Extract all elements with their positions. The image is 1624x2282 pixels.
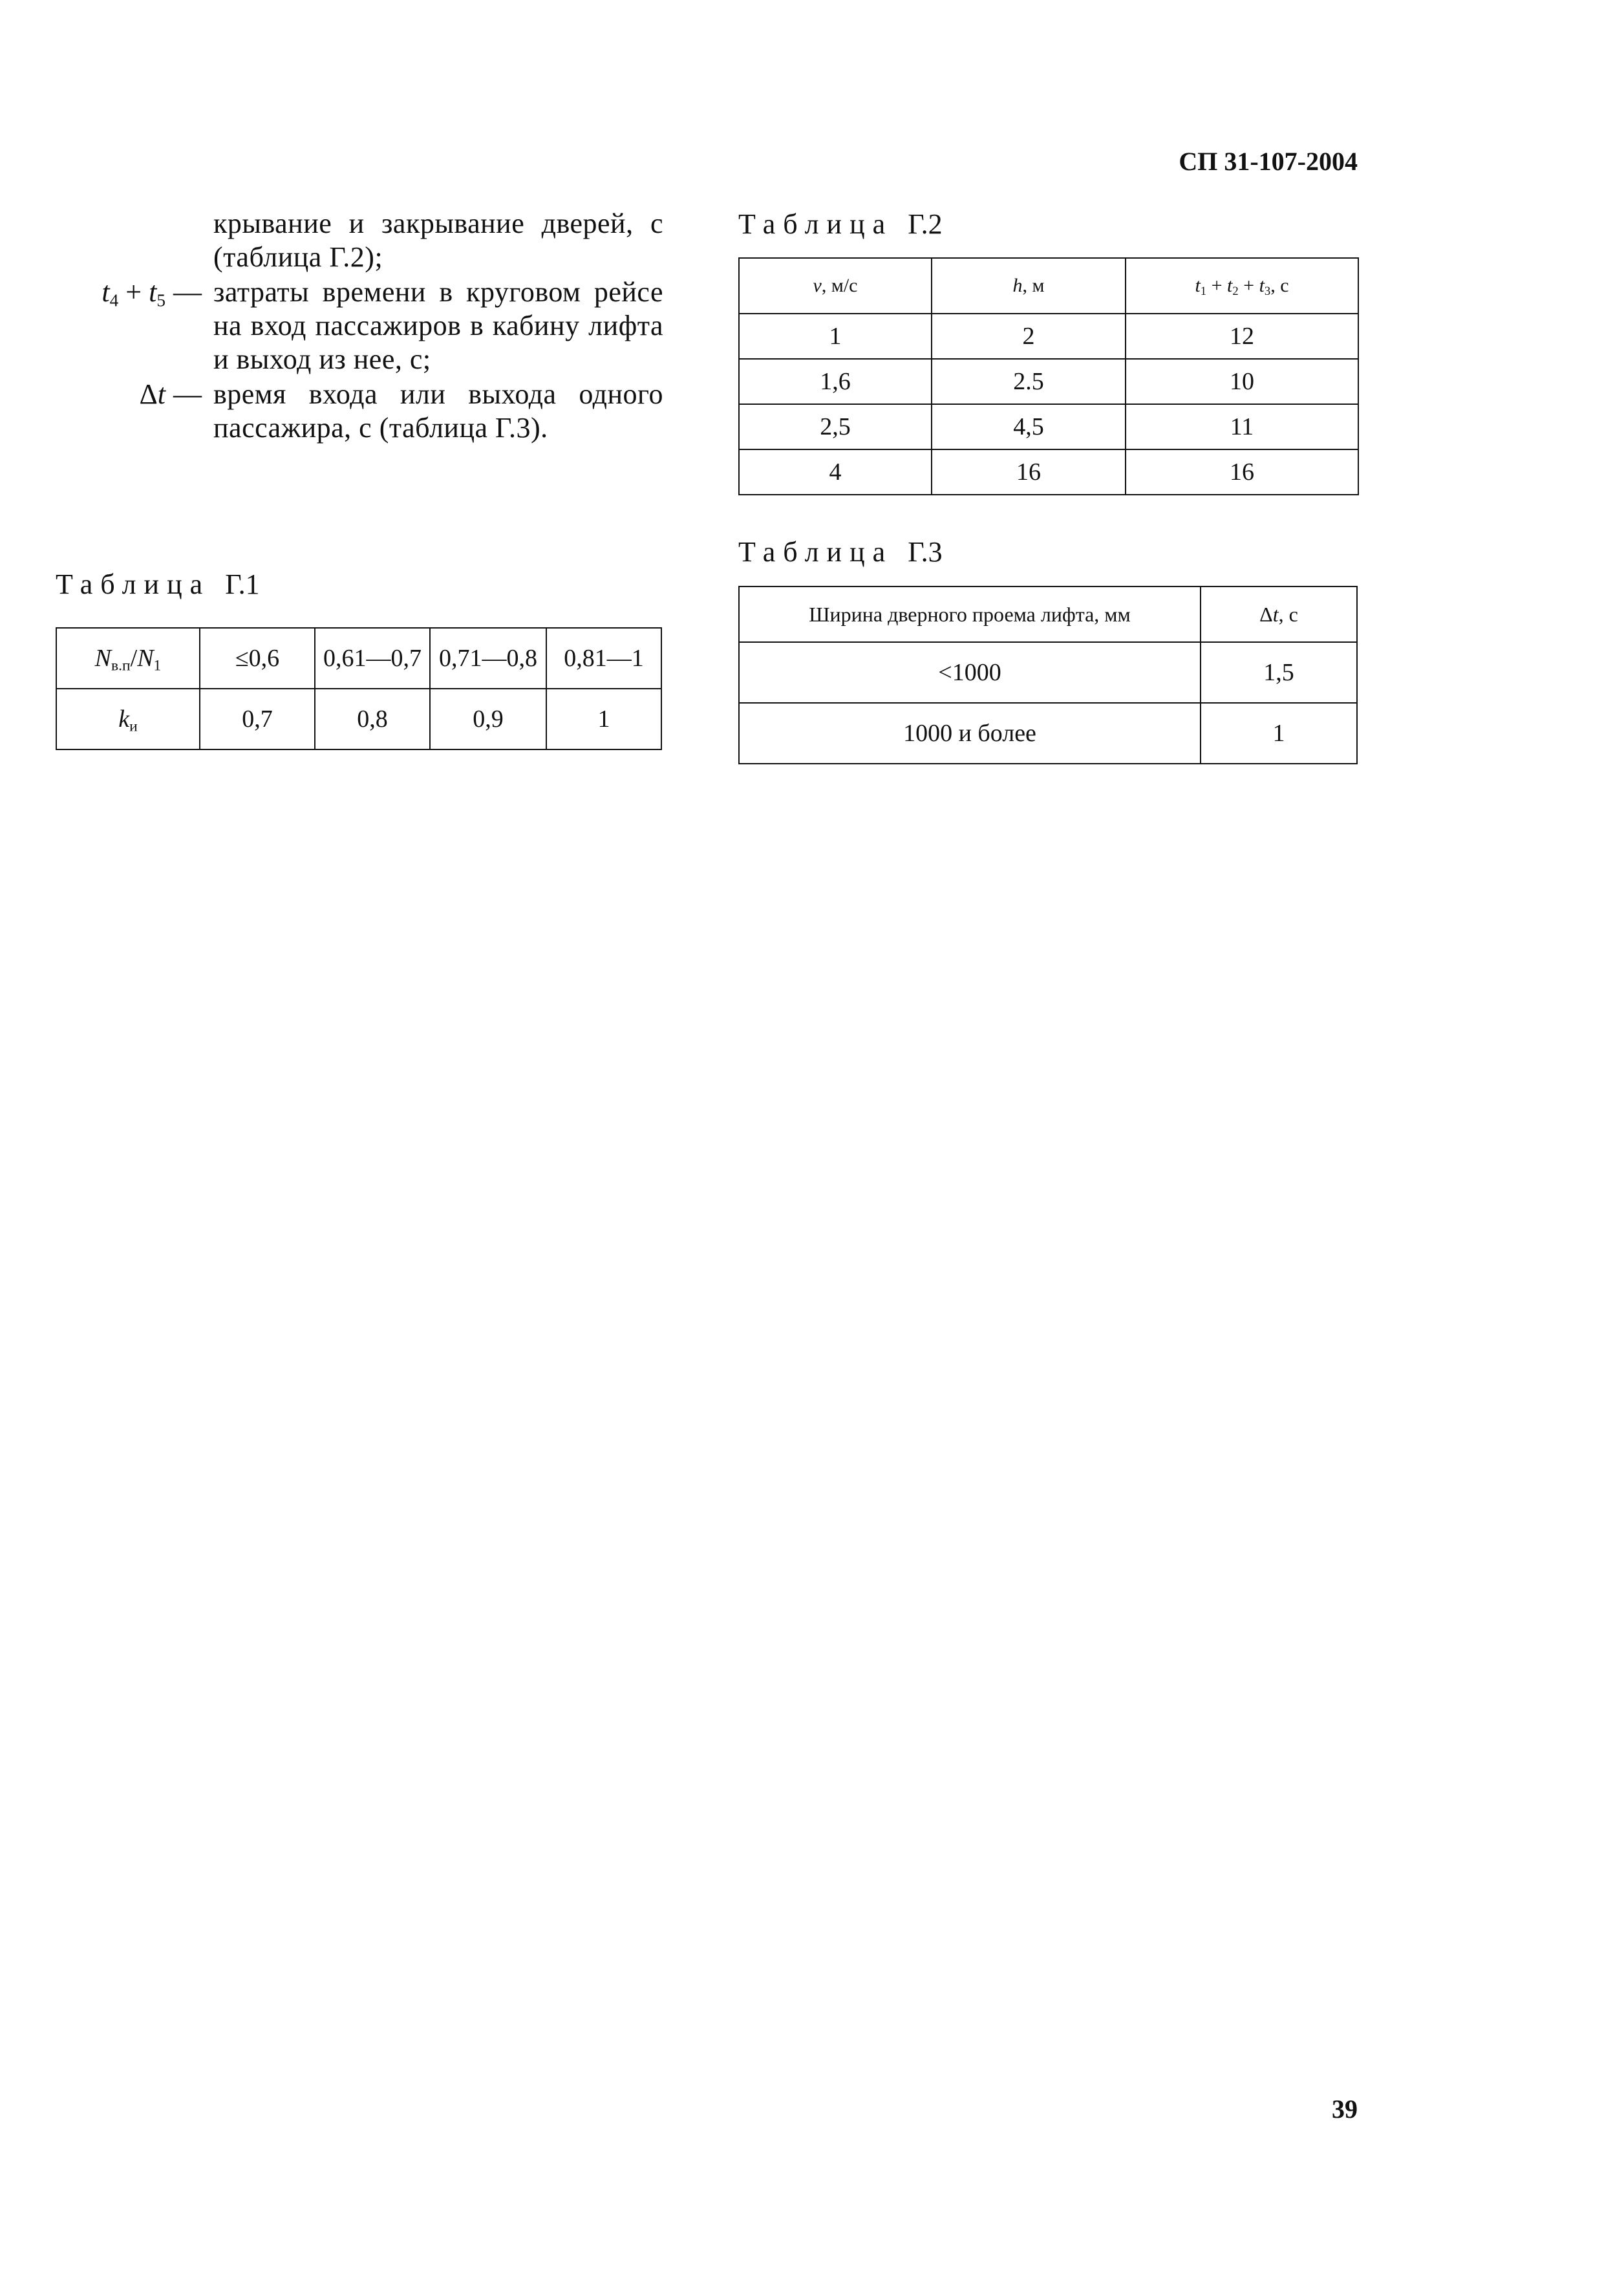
table-cell: 4,5	[932, 404, 1126, 449]
table-cell: ≤0,6	[200, 628, 315, 689]
definition-text: время входа или выхода одного пассажира, с (таблица Г.3).	[213, 378, 663, 444]
table-row	[739, 314, 1358, 359]
table-cell: <1000	[739, 642, 1201, 703]
table-cell: 0,71—0,8	[430, 628, 546, 689]
definition-dash: —	[173, 378, 202, 410]
table-g2	[738, 257, 1359, 495]
table-cell: 0,81—1	[546, 628, 661, 689]
table-row	[739, 359, 1358, 404]
table-cell: 12	[1126, 314, 1358, 359]
page-number: 39	[1332, 2094, 1358, 2124]
table-cell: 1000 и более	[739, 703, 1201, 764]
table-cell: 2.5	[932, 359, 1126, 404]
table-cell: 2	[932, 314, 1126, 359]
table-cell: 1,5	[1201, 642, 1357, 703]
table-cell: 1,6	[739, 359, 932, 404]
definition-item	[56, 378, 663, 445]
definition-term: Δt	[139, 378, 166, 410]
header-cell: h, м	[932, 258, 1126, 314]
table-cell: 1	[1201, 703, 1357, 764]
header-cell: v, м/с	[739, 258, 932, 314]
table-row	[56, 628, 661, 689]
table-cell: 16	[932, 449, 1126, 495]
table-g1	[56, 627, 662, 750]
table-row	[56, 689, 661, 749]
definition-item	[56, 207, 663, 274]
header-cell: Ширина дверного проема лифта, мм	[739, 587, 1201, 642]
table-cell: 10	[1126, 359, 1358, 404]
table-g3	[738, 586, 1358, 764]
table-cell: 16	[1126, 449, 1358, 495]
table-cell: 0,61—0,7	[315, 628, 430, 689]
table-cell: 2,5	[739, 404, 932, 449]
table-cell: 0,8	[315, 689, 430, 749]
table-row	[739, 404, 1358, 449]
table-g2-caption: Таблица Г.2	[738, 208, 943, 240]
row-label-cell: $k_и$	[56, 689, 200, 749]
header-row	[739, 587, 1357, 642]
definitions-list	[56, 207, 663, 445]
definition-term: $t_4 + t_5$	[102, 276, 166, 310]
table-row	[739, 703, 1357, 764]
definition-text: затраты времени в круговом рейсе на вход пассажиров в кабину лифта и выход из нее, с;	[213, 276, 663, 375]
table-g1-caption: Таблица Г.1	[56, 568, 260, 600]
definition-item	[56, 275, 663, 376]
definition-text: крывание и закрывание дверей, с (таблица Г.2);	[213, 208, 663, 273]
table-cell: 11	[1126, 404, 1358, 449]
definition-symbol	[56, 378, 213, 411]
table-cell: 0,7	[200, 689, 315, 749]
definition-symbol	[56, 275, 213, 309]
header-row	[739, 258, 1358, 314]
table-row	[739, 449, 1358, 495]
table-g3-caption: Таблица Г.3	[738, 536, 943, 568]
row-label-cell: $N_{в.п}/N_1$	[56, 628, 200, 689]
table-cell: 1	[739, 314, 932, 359]
document-code: СП 31-107-2004	[1179, 147, 1358, 176]
table-cell: 4	[739, 449, 932, 495]
header-cell: Δt, с	[1201, 587, 1357, 642]
table-cell: 1	[546, 689, 661, 749]
header-cell: $t_1 + t_2 + t_3$, с	[1126, 258, 1358, 314]
table-row	[739, 642, 1357, 703]
table-cell: 0,9	[430, 689, 546, 749]
definition-dash: —	[173, 276, 202, 308]
